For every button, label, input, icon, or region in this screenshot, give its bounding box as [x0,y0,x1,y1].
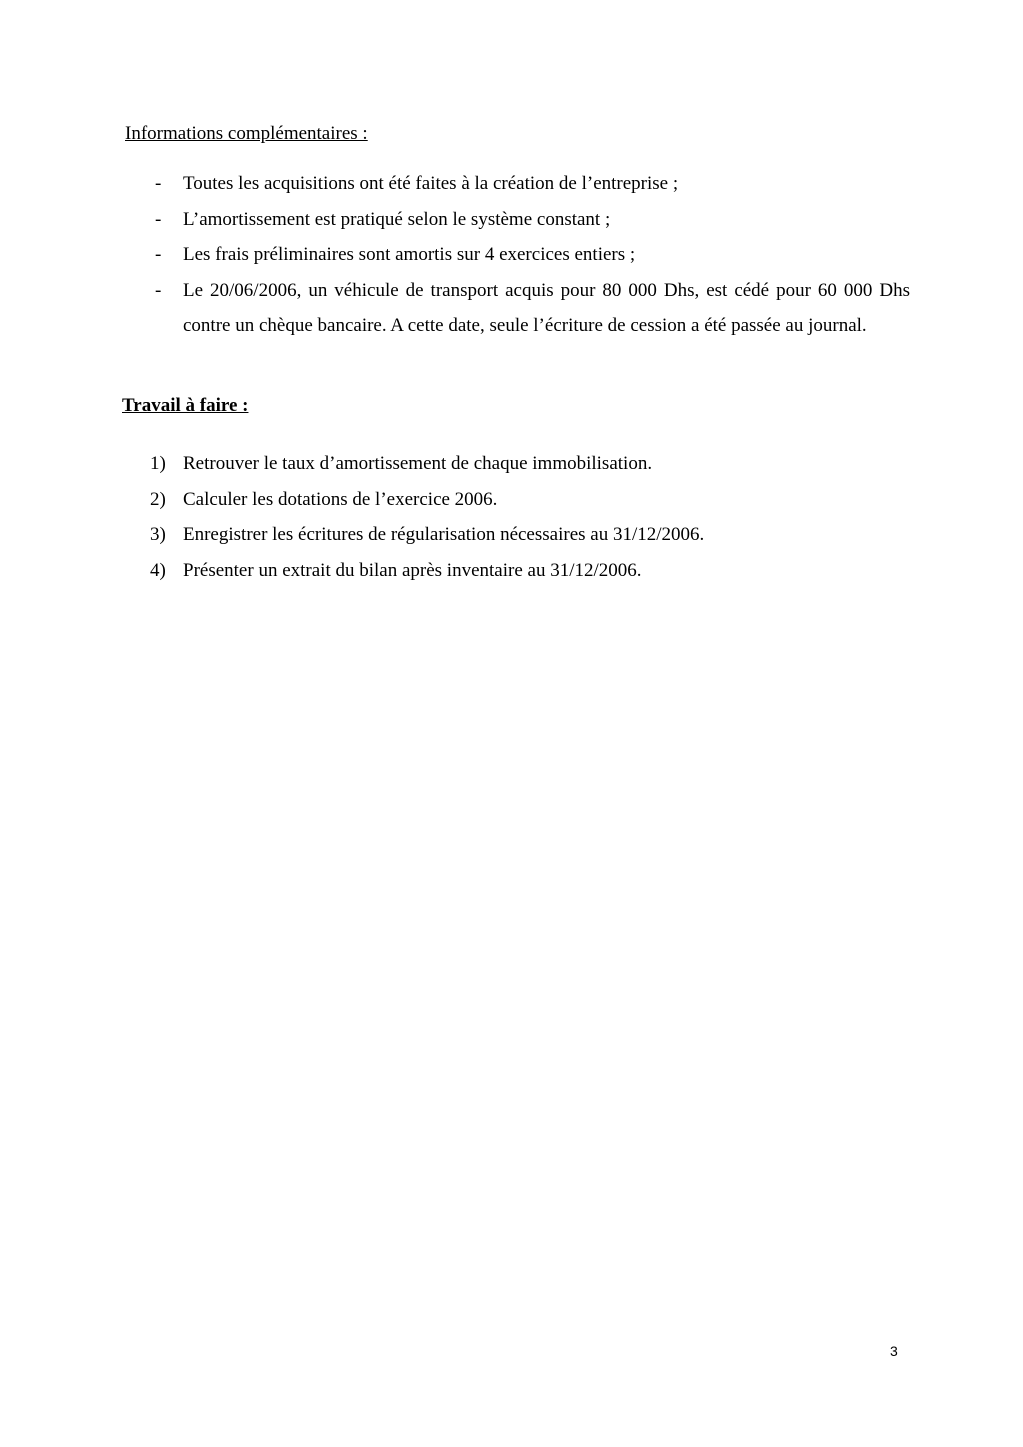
list-item [150,166,910,202]
info-list [150,166,910,344]
task-list [150,446,910,588]
list-item [150,553,910,589]
list-item-text: Toutes les acquisitions ont été faites à la création de l’entreprise ; [183,173,679,194]
task-text: Retrouver le taux d’amortissement de chaque immobilisation. [183,453,653,474]
list-item-text: Les frais préliminaires sont amortis sur 4 exercices entiers ; [183,244,636,265]
list-item [150,446,910,482]
bullet-marker: - [155,208,162,230]
task-text: Calculer les dotations de l’exercice 2006. [183,488,498,510]
task-number: 2) [150,488,166,510]
page-number: 3 [890,1343,898,1359]
list-item-text: Le 20/06/2006, un véhicule de transport acquis pour 80 000 Dhs, est cédé pour 60 000 Dhs contre un chèque bancaire. A cette date, seule l’écriture de cession a été passée au journal. [183,279,910,336]
info-heading: Informations complémentaires : [125,123,368,144]
task-number: 3) [150,524,166,545]
list-item [150,482,910,518]
task-text: Présenter un extrait du bilan après inventaire au 31/12/2006. [183,559,642,581]
bullet-marker: - [155,279,162,301]
task-number: 1) [150,453,166,474]
list-item [150,202,910,238]
list-item [150,517,910,553]
task-text: Enregistrer les écritures de régularisation nécessaires au 31/12/2006. [183,524,705,545]
list-item [150,237,910,273]
bullet-marker: - [155,244,162,265]
list-item [150,273,910,344]
bullet-marker: - [155,173,162,194]
travail-heading: Travail à faire : [122,395,249,416]
list-item-text: L’amortissement est pratiqué selon le système constant ; [183,208,611,230]
task-number: 4) [150,559,166,581]
